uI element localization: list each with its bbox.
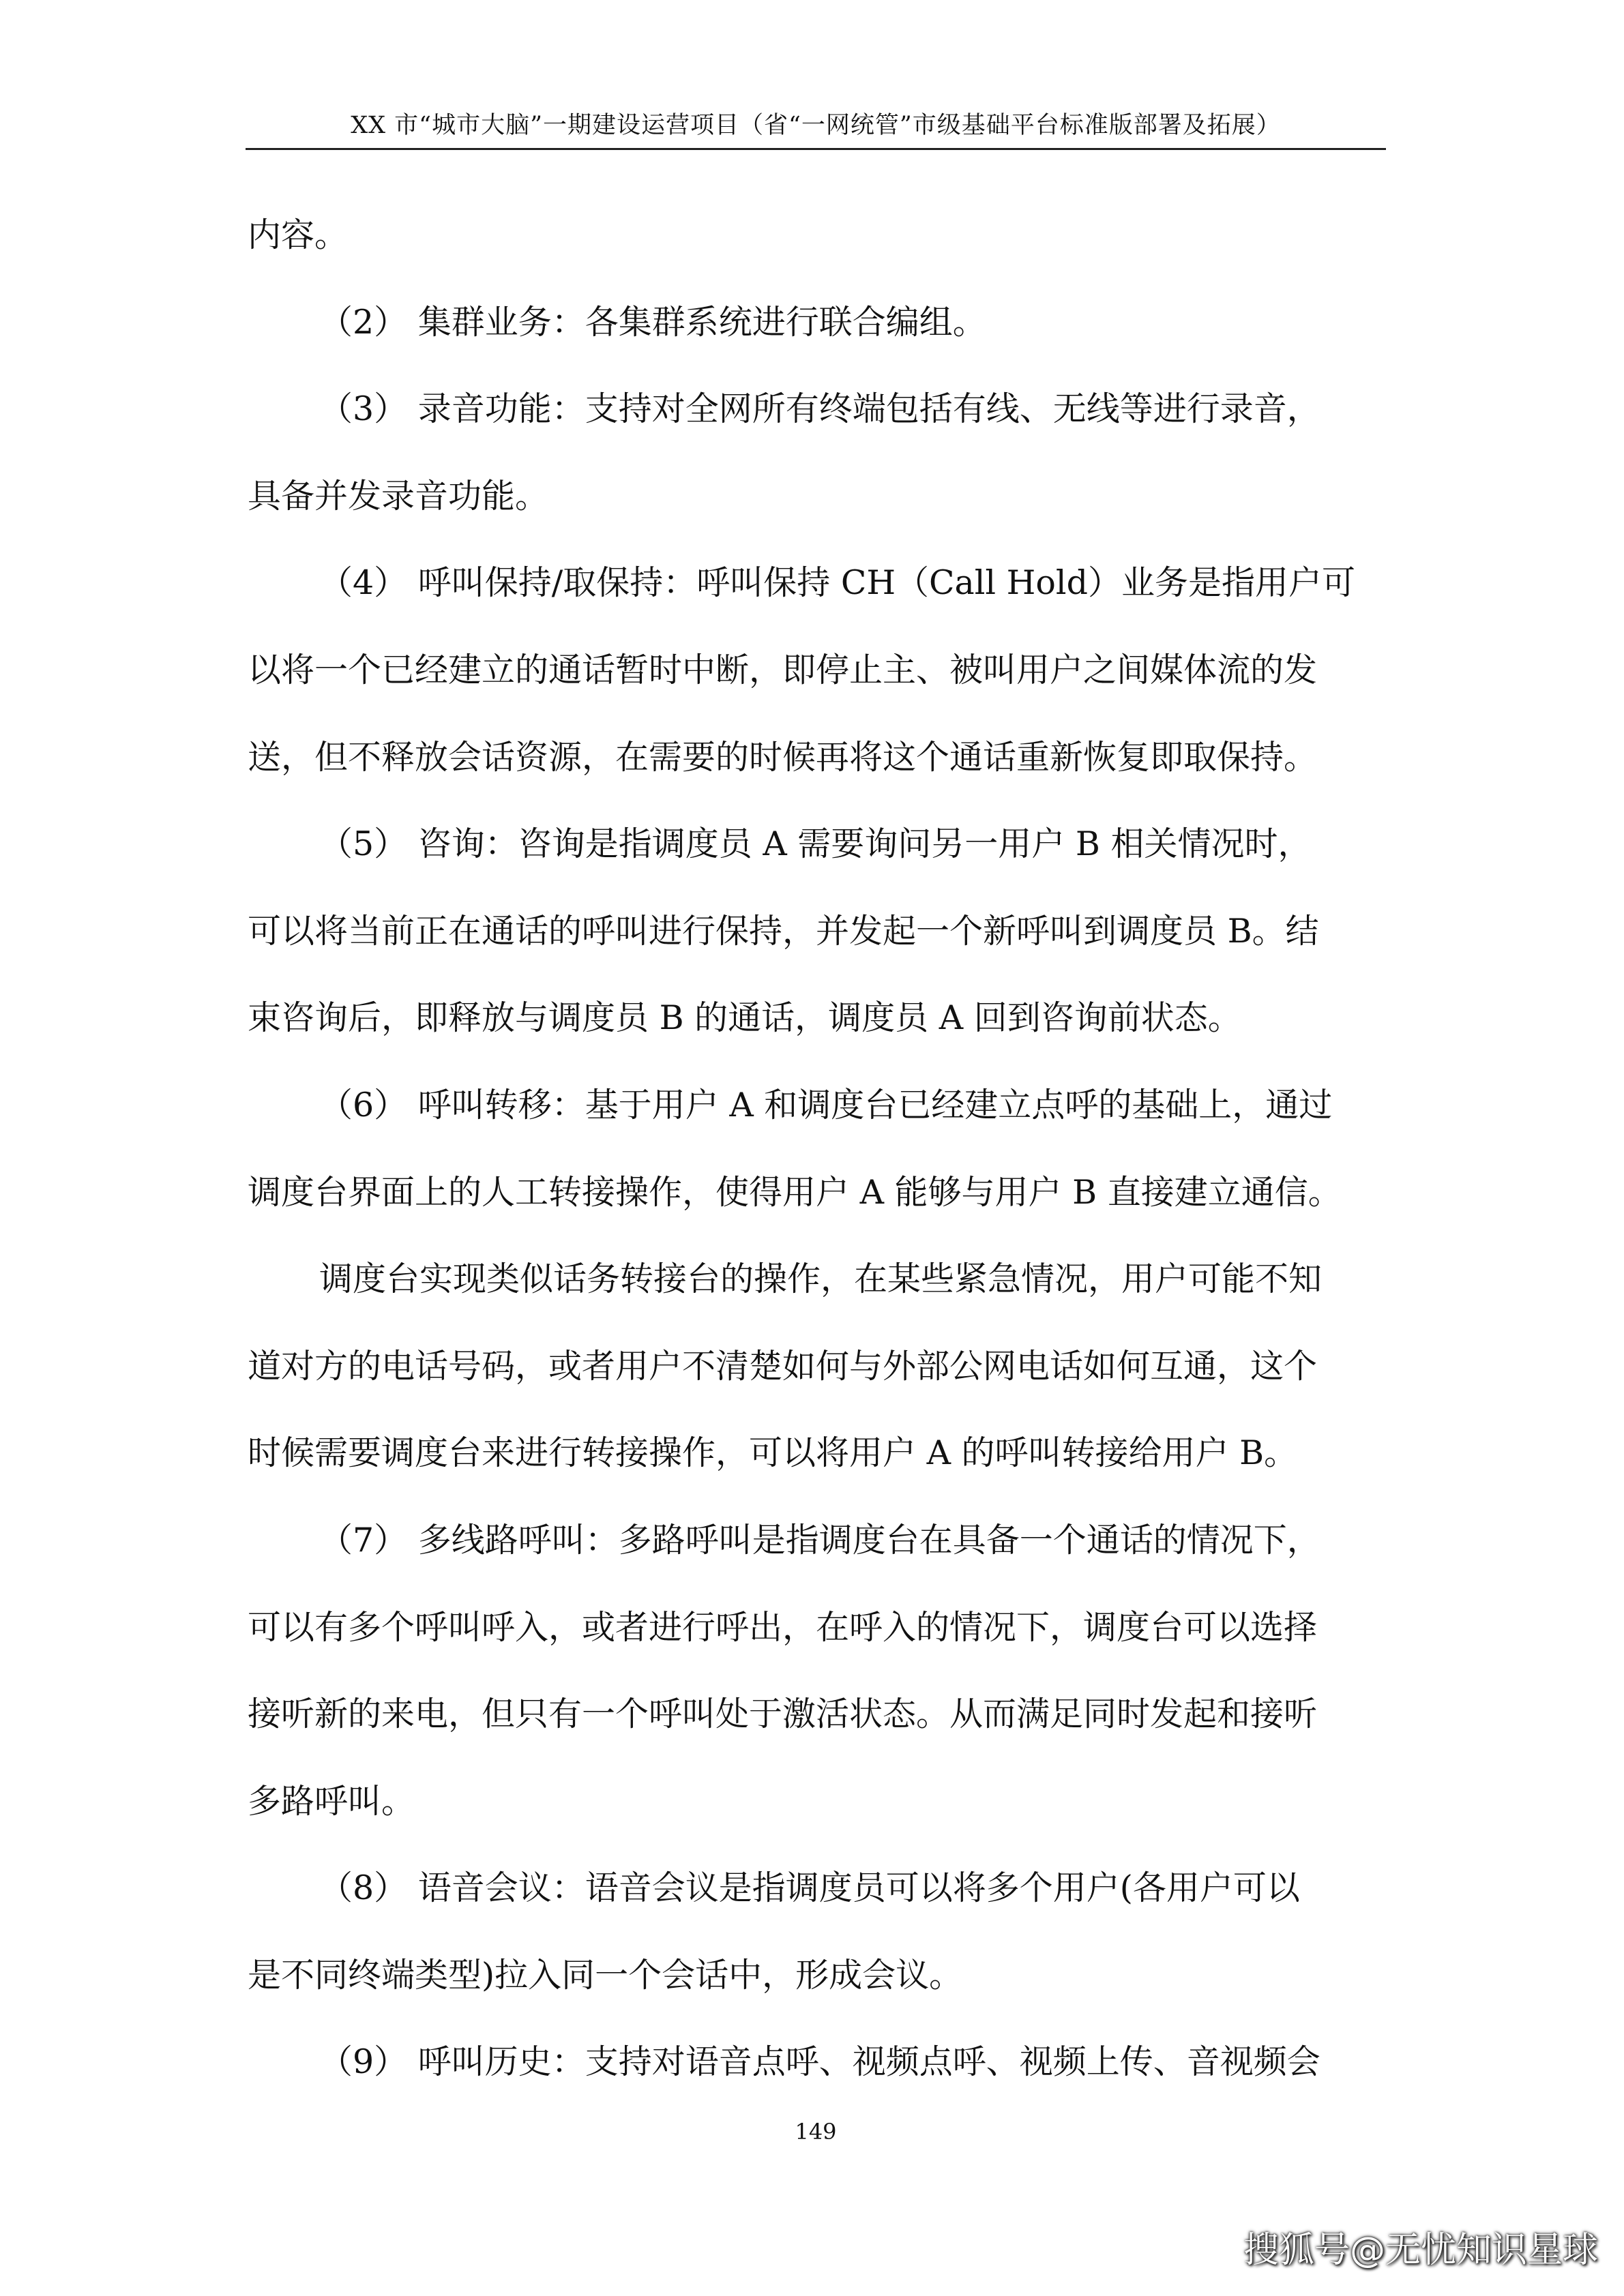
text-line: （7） 多线路呼叫：多路呼叫是指调度台在具备一个通话的情况下， (319, 1520, 1320, 1560)
text-line: 可以将当前正在通话的呼叫进行保持，并发起一个新呼叫到调度员 B。结 (248, 911, 1319, 951)
text-line: （6） 呼叫转移：基于用户 A 和调度台已经建立点呼的基础上，通过 (319, 1085, 1333, 1124)
text-line: （9） 呼叫历史：支持对语音点呼、视频点呼、视频上传、音视频会 (319, 2042, 1320, 2082)
text-line: 束咨询后，即释放与调度员 B 的通话，调度员 A 回到咨询前状态。 (248, 998, 1241, 1038)
text-line: （5） 咨询：咨询是指调度员 A 需要询问另一用户 B 相关情况时， (319, 824, 1312, 864)
text-line: 接听新的来电，但只有一个呼叫处于激活状态。从而满足同时发起和接听 (248, 1695, 1318, 1734)
text-line: 以将一个已经建立的通话暂时中断，即停止主、被叫用户之间媒体流的发 (248, 650, 1318, 689)
body-text (248, 211, 1388, 2126)
text-line: 具备并发录音功能。 (248, 476, 549, 516)
text-line: 时候需要调度台来进行转接操作，可以将用户 A 的呼叫转接给用户 B。 (248, 1433, 1298, 1473)
page-number: 149 (795, 2119, 837, 2145)
text-line: （2） 集群业务：各集群系统进行联合编组。 (319, 302, 986, 342)
text-line: 送，但不释放会话资源，在需要的时候再将这个通话重新恢复即取保持。 (248, 737, 1318, 777)
header-divider (246, 148, 1386, 150)
text-line: 道对方的电话号码，或者用户不清楚如何与外部公网电话如何互通，这个 (248, 1346, 1318, 1386)
text-line: 调度台界面上的人工转接操作，使得用户 A 能够与用户 B 直接建立通信。 (248, 1172, 1342, 1212)
text-line: 可以有多个呼叫呼入，或者进行呼出，在呼入的情况下，调度台可以选择 (248, 1607, 1318, 1647)
text-line: 多路呼叫。 (248, 1781, 415, 1821)
text-line: （3） 录音功能：支持对全网所有终端包括有线、无线等进行录音， (319, 389, 1320, 429)
text-line: （8） 语音会议：语音会议是指调度员可以将多个用户(各用户可以 (319, 1868, 1300, 1908)
text-line: 内容。 (248, 215, 349, 254)
text-line: 是不同终端类型)拉入同一个会话中，形成会议。 (248, 1955, 963, 1995)
text-line: （4） 呼叫保持/取保持：呼叫保持 CH（Call Hold）业务是指用户可 (319, 563, 1355, 603)
watermark: 搜狐号@无忧知识星球 (1243, 2230, 1598, 2271)
text-line: 调度台实现类似话务转接台的操作，在某些紧急情况，用户可能不知 (319, 1259, 1323, 1299)
page-header-title: XX 市“城市大脑”一期建设运营项目（省“一网统管”市级基础平台标准版部署及拓展） (351, 112, 1281, 139)
